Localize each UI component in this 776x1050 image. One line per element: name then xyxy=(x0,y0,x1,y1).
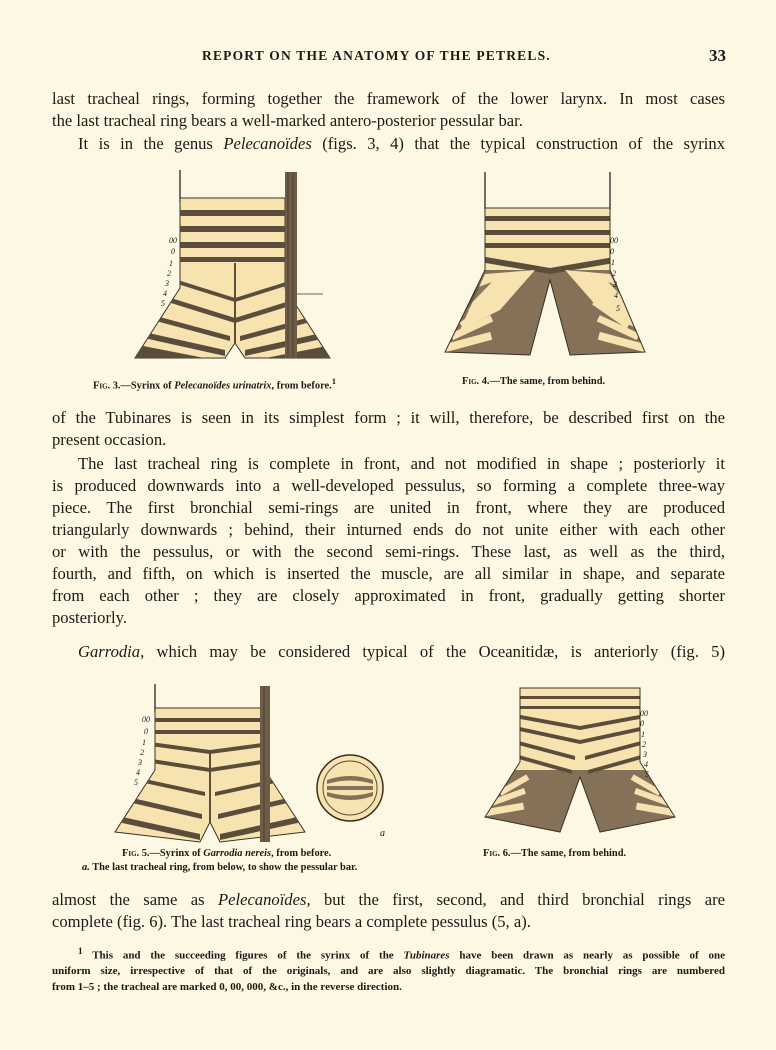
genus-name: Pelecanoïdes xyxy=(217,890,307,909)
footnote-mark: 1 xyxy=(78,946,83,956)
figure-5-caption xyxy=(122,848,331,859)
figure-3-caption xyxy=(93,376,336,391)
running-header xyxy=(0,46,776,70)
figure-4-caption xyxy=(462,376,605,387)
paragraph-3 xyxy=(52,407,725,451)
caption-text: —Syrinx of xyxy=(120,380,175,392)
ring-label: 4 xyxy=(163,289,167,298)
text-line: the last tracheal ring bears a well-marked antero-posterior pessular bar. xyxy=(52,111,523,130)
ring-label: 0 xyxy=(640,719,644,728)
footnote xyxy=(52,944,725,995)
paragraph-6 xyxy=(52,889,725,933)
ring-label: 2 xyxy=(612,269,616,278)
ring-label: 5 xyxy=(645,770,649,779)
ring-label: 3 xyxy=(165,279,169,288)
paragraph-5 xyxy=(52,641,725,663)
text-line: triangularly downwards ; behind, their inturned ends do not unite either with each other xyxy=(52,520,725,539)
text-line xyxy=(52,889,725,911)
ring-label: 0 xyxy=(171,247,175,256)
ring-label: 00 xyxy=(640,709,648,718)
text-line: of the Tubinares is seen in its simplest form ; it will, therefore, be described first on the xyxy=(52,408,725,427)
text-line xyxy=(52,641,725,663)
paragraph-2 xyxy=(52,133,725,155)
ring-label: 4 xyxy=(614,291,618,300)
text-line: present occasion. xyxy=(52,430,167,449)
figure-label: Fig. 5. xyxy=(122,848,150,859)
footnote-line xyxy=(52,944,725,964)
ring-label: 2 xyxy=(167,269,171,278)
figure-label: Fig. 3. xyxy=(93,380,121,392)
ring-label: 5 xyxy=(161,299,165,308)
footnote-line: from 1–5 ; the tracheal are marked 0, 00, 000, &c., in the reverse direction. xyxy=(52,980,402,993)
paragraph-4 xyxy=(52,453,725,629)
figure-5a-tracheal-ring xyxy=(312,750,392,840)
text-line: The last tracheal ring is complete in front, and not modified in shape ; posteriorly it xyxy=(78,454,725,473)
figure-6-syrinx-behind xyxy=(480,682,680,844)
ring-label: 00 xyxy=(142,715,150,724)
ring-label: 4 xyxy=(136,768,140,777)
caption-text: The last tracheal ring, from below, to show the pessular bar. xyxy=(89,862,358,873)
ring-label: 1 xyxy=(169,259,173,268)
caption-text: , from before. xyxy=(271,380,332,392)
text-line: complete (fig. 6). The last tracheal ring bears a complete pessulus (5, a). xyxy=(52,912,531,931)
ring-label: 3 xyxy=(643,750,647,759)
text-run: It is in the genus xyxy=(78,134,224,153)
genus-name: Pelecanoïdes xyxy=(223,134,312,153)
ring-label: 5 xyxy=(134,778,138,787)
figure-5a-caption xyxy=(82,862,357,873)
ring-label: 00 xyxy=(610,236,618,245)
inset-label: a xyxy=(380,828,385,839)
figure-3-syrinx-front xyxy=(125,168,345,368)
genus-name: Garrodia xyxy=(78,642,141,661)
text-line: is produced downwards into a well-developed pessulus, so forming a complete three-way xyxy=(52,476,725,495)
ring-label: 2 xyxy=(140,748,144,757)
running-title: REPORT ON THE ANATOMY OF THE PETRELS. xyxy=(202,48,551,63)
figure-label: Fig. 6. xyxy=(483,848,511,859)
species-name: Garrodia nereis xyxy=(203,848,272,859)
paragraph-1 xyxy=(52,88,725,132)
caption-text: —Syrinx of xyxy=(149,848,204,859)
ring-label: 2 xyxy=(642,740,646,749)
ring-label: 1 xyxy=(142,738,146,747)
species-name: Pelecanoïdes urinatrix xyxy=(174,380,272,392)
figure-6-caption xyxy=(483,848,626,859)
page-number: 33 xyxy=(709,46,726,65)
figure-5-syrinx-front xyxy=(110,682,310,844)
footnote-ref: 1 xyxy=(331,376,337,386)
ring-label: 1 xyxy=(611,258,615,267)
ring-label: 00 xyxy=(169,236,177,245)
text-run: , but the first, second, and third bronchial rings are xyxy=(306,890,725,909)
text-line xyxy=(52,133,725,155)
ring-label: 5 xyxy=(616,304,620,313)
text-line: from each other ; they are closely approximated in front, gradually getting shorter xyxy=(52,586,725,605)
text-line: fourth, and fifth, on which is inserted the muscle, are all similar in shape, and separate xyxy=(52,564,725,583)
text-line: piece. The first bronchial semi-rings are united in front, where they are produced xyxy=(52,498,725,517)
text-line: last tracheal rings, forming together the framework of the lower larynx. In most cases xyxy=(52,89,725,108)
figure-label: a. xyxy=(82,862,90,873)
ring-label: 3 xyxy=(138,758,142,767)
ring-label: 0 xyxy=(144,727,148,736)
ring-label: 3 xyxy=(613,280,617,289)
text-run: , which may be considered typical of the Oceanitidæ, is anteriorly (fig. 5) xyxy=(140,642,725,661)
figure-label: Fig. 4. xyxy=(462,376,490,387)
figure-4-syrinx-behind xyxy=(440,170,650,365)
ring-label: 0 xyxy=(610,247,614,256)
text-line: posteriorly. xyxy=(52,608,127,627)
caption-text: —The same, from behind. xyxy=(489,376,606,387)
text-line: or with the pessulus, or with the second semi-rings. These last, as well as the third, xyxy=(52,542,725,561)
caption-text: —The same, from behind. xyxy=(510,848,627,859)
footnote-line: uniform size, irrespective of that of the originals, and are also slightly diagramatic. The bronchial rings are numbered xyxy=(52,965,725,978)
text-run: This and the succeeding figures of the syrinx of the xyxy=(82,949,404,962)
taxon-name: Tubinares xyxy=(403,949,450,962)
text-run: (figs. 3, 4) that the typical construction of the syrinx xyxy=(311,134,725,153)
text-run: almost the same as xyxy=(52,890,218,909)
caption-text: , from before. xyxy=(271,848,332,859)
text-run: have been drawn as nearly as possible of one xyxy=(449,949,725,962)
ring-label: 1 xyxy=(641,730,645,739)
ring-label: 4 xyxy=(644,760,648,769)
